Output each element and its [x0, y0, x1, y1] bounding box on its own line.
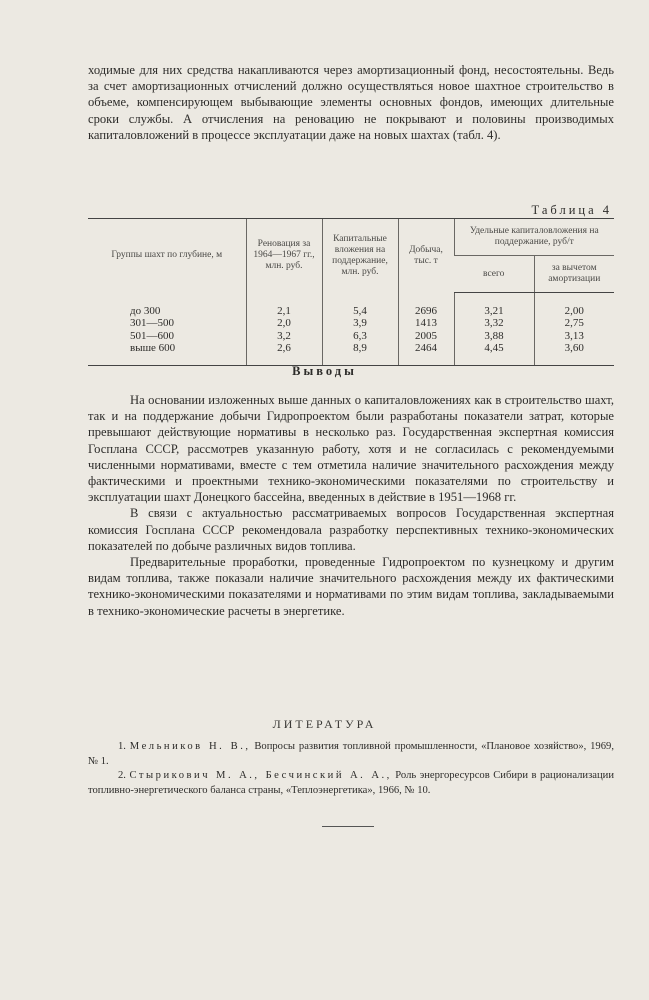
conclusion-paragraph-1: На основании изложенных выше данных о капиталовложениях как в строительство шахт, так и на поддержание добычи Гидропроектом были разработаны показатели затрат, которые превышают действующие нормативы в несколько раз. Государственная экспертная комиссия Госплана СССР, рассмотрев указанную работу, хотя и не согласилась с рекомендуемыми численными нормативами, вместе с тем отметила наличие значительного расхождения между фактическими и проектными технико-экономическими показателями по строительству и эксплуатации шахт Донецкого бассейна, введенных в действие в 1951—1968 гг. — [88, 393, 614, 505]
header-total: всего — [454, 256, 534, 293]
intro-paragraph: ходимые для них средства накапливаются через амортизационный фонд, несостоятельны. Ведь за счет амортизационных отчислений должно осуществляться новое шахтное строительство в объеме, компенсирующем выбывающие элементы основных фондов, имеющих длительные сроки службы. А отчисления на реновацию не покрывают и половины производимых капиталовложений в процессе эксплуатации даже на новых шахтах (табл. 4). — [88, 63, 614, 142]
conclusions-heading: Выводы — [292, 364, 357, 378]
table-row: 501—600 3,2 6,3 2005 3,88 3,13 — [88, 330, 614, 342]
header-net: за вычетом амортизации — [534, 256, 614, 293]
conclusion-paragraph-3: Предварительные проработки, проведенные Гидропроектом по кузнецкому и другим видам топлива, также показали наличие значительного расхождения между их фактическими технико-экономическими показателями и нормативами по этим видам топлива, закладываемыми в технико-экономические расчеты в энергетике. — [88, 555, 614, 618]
data-table — [88, 218, 614, 366]
reference-item: 1. Мельников Н. В., Вопросы развития топливной промышленности, «Плановое хозяйство», 1969, № 1. — [88, 741, 614, 767]
table-row: 301—500 2,0 3,9 1413 3,32 2,75 — [88, 317, 614, 329]
literature-heading: ЛИТЕРАТУРА — [272, 717, 377, 731]
header-specific: Удельные капиталовложения на поддержание, руб/т — [454, 219, 614, 256]
header-group: Группы шахт по глубине, м — [88, 219, 246, 293]
header-output: Добыча, тыс. т — [398, 219, 454, 293]
table-caption: Таблица 4 — [531, 203, 612, 217]
table-row: до 300 2,1 5,4 2696 3,21 2,00 — [88, 293, 614, 318]
reference-item: 2. Стырикович М. А., Бесчинский А. А., Роль энергоресурсов Сибири в рационализации топливно-энергетического баланса страны, «Теплоэнергетика», 1966, № 10. — [88, 770, 614, 796]
conclusion-paragraph-2: В связи с актуальностью рассматриваемых вопросов Государственная экспертная комиссия Госплана СССР рекомендовала разработку перспективных технико-экономических показателей по добыче различных видов топлива. — [88, 506, 614, 553]
references-list — [88, 740, 614, 798]
header-capital: Капитальные вложения на поддержание, млн. руб. — [322, 219, 398, 293]
end-rule — [322, 826, 374, 827]
table-row: выше 600 2,6 8,9 2464 4,45 3,60 — [88, 342, 614, 365]
header-renovation: Реновация за 1964—1967 гг., млн. руб. — [246, 219, 322, 293]
conclusions-body — [88, 392, 614, 619]
